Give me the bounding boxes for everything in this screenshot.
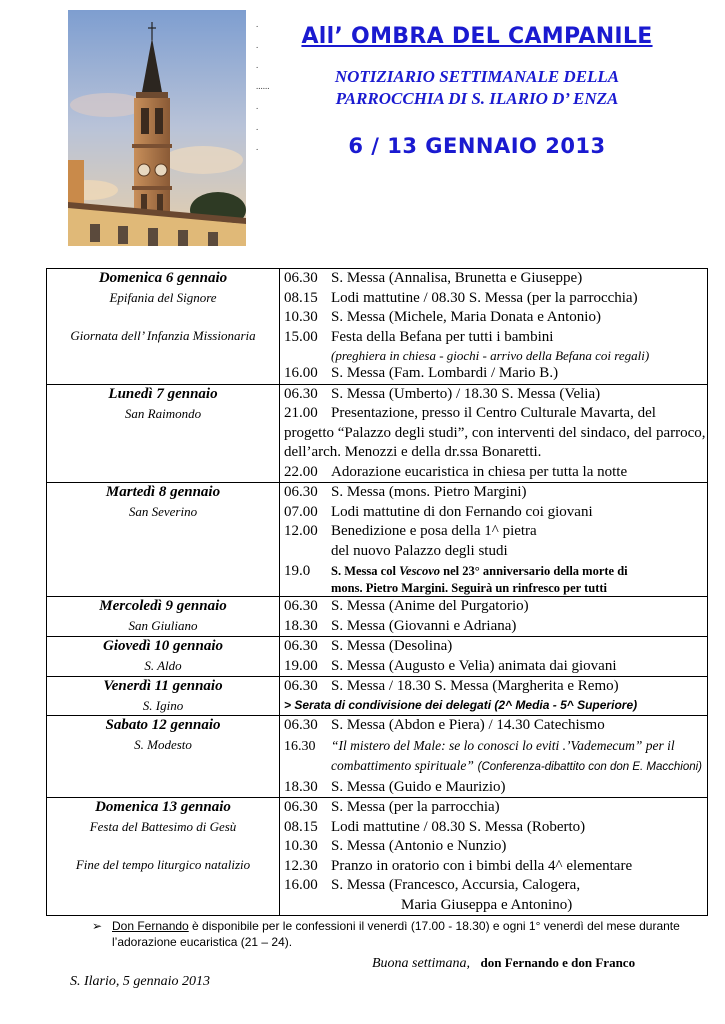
day-name: Domenica 6 gennaio	[98, 270, 228, 286]
table-row	[47, 384, 708, 483]
day-name: Domenica 13 gennaio	[95, 799, 231, 815]
table-row	[47, 269, 708, 385]
subtitle-line: NOTIZIARIO SETTIMANALE DELLA	[334, 67, 620, 86]
event-line: 18.30 S. Messa (Giovanni e Adriana)	[284, 617, 517, 634]
day-name: Venerdì 11 gennaio	[103, 678, 223, 694]
table-row	[47, 716, 708, 798]
weekly-schedule-table	[46, 268, 708, 916]
event-continuation: Maria Giuseppa e Antonino)	[401, 896, 573, 913]
note-text: è disponibile per le confessioni il venerdì (17.00 - 18.30) e ogni 1° venerdì del mese durante l’adorazione eucaristica (21 – 24).	[112, 919, 680, 949]
day-name: Giovedì 10 gennaio	[103, 638, 223, 654]
day-name: Mercoledì 9 gennaio	[99, 598, 227, 614]
day-extra: Fine del tempo liturgico natalizio	[75, 857, 251, 872]
day-cell	[47, 798, 280, 916]
event-line: 07.00 Lodi mattutine di don Fernando coi giovani	[284, 503, 593, 520]
events-cell	[280, 677, 708, 716]
issue-date: 6 / 13 GENNAIO 2013	[348, 134, 606, 158]
event-line: 12.30 Pranzo in oratorio con i bimbi della 4^ elementare	[284, 857, 633, 874]
day-cell	[47, 269, 280, 385]
event-line: 06.30 S. Messa (per la parrocchia)	[284, 799, 500, 815]
day-cell	[47, 483, 280, 597]
day-saint: San Raimondo	[124, 405, 202, 421]
confession-note	[92, 918, 682, 950]
day-saint: San Severino	[128, 504, 198, 519]
day-name: Sabato 12 gennaio	[105, 717, 221, 733]
event-line: 19.00 S. Messa (Augusto e Velia) animata dai giovani	[284, 657, 617, 674]
event-continuation: combattimento spirituale” (Conferenza-dibattito con don E. Macchioni)	[331, 758, 702, 773]
day-saint: San Giuliano	[128, 618, 198, 633]
events-cell	[280, 716, 708, 798]
event-line: 16.00 S. Messa (Francesco, Accursia, Calogera,	[284, 877, 581, 893]
event-line: 19.0 S. Messa col Vescovo nel 23° anniversario della morte di	[284, 563, 628, 579]
place-date: S. Ilario, 5 gennaio 2013	[70, 974, 210, 989]
day-cell	[47, 716, 280, 798]
note-name: Don Fernando	[112, 919, 189, 933]
events-cell	[280, 798, 708, 916]
event-continuation: mons. Pietro Margini. Seguirà un rinfresco per tutti	[331, 581, 608, 595]
table-row	[47, 637, 708, 677]
day-cell	[47, 384, 280, 483]
event-line: 21.00 Presentazione, presso il Centro Culturale Mavarta, del progetto “Palazzo degli studi”, con interventi del sindaco, del parroco, dell’arch. Menozzi e della dr.ssa Bonaretti.	[284, 405, 706, 460]
day-cell	[47, 637, 280, 677]
event-line: 16.30 “Il mistero del Male: se lo conosci lo eviti .’Vademecum” per il	[284, 737, 675, 754]
day-saint: Epifania del Signore	[109, 290, 217, 305]
event-line: 06.30 S. Messa (Abdon e Piera) / 14.30 Catechismo	[284, 717, 605, 733]
newsletter-title: All’ OMBRA DEL CAMPANILE	[301, 24, 653, 49]
event-line: 06.30 S. Messa (Umberto) / 18.30 S. Messa (Velia)	[284, 385, 601, 402]
events-cell	[280, 483, 708, 597]
event-special: > Serata di condivisione dei delegati (2^ Media - 5^ Superiore)	[284, 697, 638, 712]
day-name: Lunedì 7 gennaio	[108, 385, 218, 402]
event-note: (preghiera in chiesa - giochi - arrivo della Befana coi regali)	[331, 348, 650, 363]
event-line: 06.30 S. Messa / 18.30 S. Messa (Margherita e Remo)	[284, 678, 619, 694]
event-line: 10.30 S. Messa (Michele, Maria Donata e Antonio)	[284, 309, 601, 325]
event-line: 06.30 S. Messa (Annalisa, Brunetta e Giuseppe)	[284, 270, 583, 286]
day-extra: Giornata dell’ Infanzia Missionaria	[70, 328, 256, 343]
event-line: 18.30 S. Messa (Guido e Maurizio)	[284, 778, 506, 795]
bell-tower-photo	[68, 10, 246, 246]
day-saint: S. Modesto	[134, 737, 192, 752]
table-row	[47, 483, 708, 597]
events-cell	[280, 597, 708, 637]
event-line: 08.15 Lodi mattutine / 08.30 S. Messa (Roberto)	[284, 818, 586, 835]
table-row	[47, 677, 708, 716]
event-continuation: del nuovo Palazzo degli studi	[331, 542, 508, 559]
greeting-line	[372, 955, 635, 972]
events-cell	[280, 384, 708, 483]
event-line: 15.00 Festa della Befana per tutti i bambini	[284, 328, 554, 345]
event-line: 10.30 S. Messa (Antonio e Nunzio)	[284, 838, 507, 854]
table-row	[47, 597, 708, 637]
events-cell	[280, 269, 708, 385]
day-saint: Festa del Battesimo di Gesù	[89, 819, 237, 834]
day-cell	[47, 597, 280, 637]
day-cell	[47, 677, 280, 716]
event-line: 06.30 S. Messa (mons. Pietro Margini)	[284, 484, 527, 500]
event-line: 06.30 S. Messa (Anime del Purgatorio)	[284, 598, 529, 614]
events-cell	[280, 637, 708, 677]
subtitle-line: PARROCCHIA DI S. ILARIO D’ ENZA	[335, 89, 619, 108]
day-saint: S. Igino	[142, 698, 184, 713]
decorative-dots: . . . ...... . . .	[256, 19, 270, 152]
day-saint: S. Aldo	[144, 658, 182, 673]
event-line: 08.15 Lodi mattutine / 08.30 S. Messa (per la parrocchia)	[284, 289, 638, 306]
signature: don Fernando e don Franco	[480, 955, 636, 970]
event-line: 22.00 Adorazione eucaristica in chiesa per tutta la notte	[284, 463, 628, 480]
day-name: Martedì 8 gennaio	[105, 484, 221, 500]
event-line: 16.00 S. Messa (Fam. Lombardi / Mario B.)	[284, 365, 559, 381]
newsletter-subtitle	[292, 66, 662, 110]
greeting: Buona settimana,	[372, 956, 470, 971]
event-line: 06.30 S. Messa (Desolina)	[284, 638, 453, 654]
event-line: 12.00 Benedizione e posa della 1^ pietra	[284, 523, 537, 539]
arrow-bullet-icon: ➢	[92, 919, 103, 933]
table-row	[47, 798, 708, 916]
